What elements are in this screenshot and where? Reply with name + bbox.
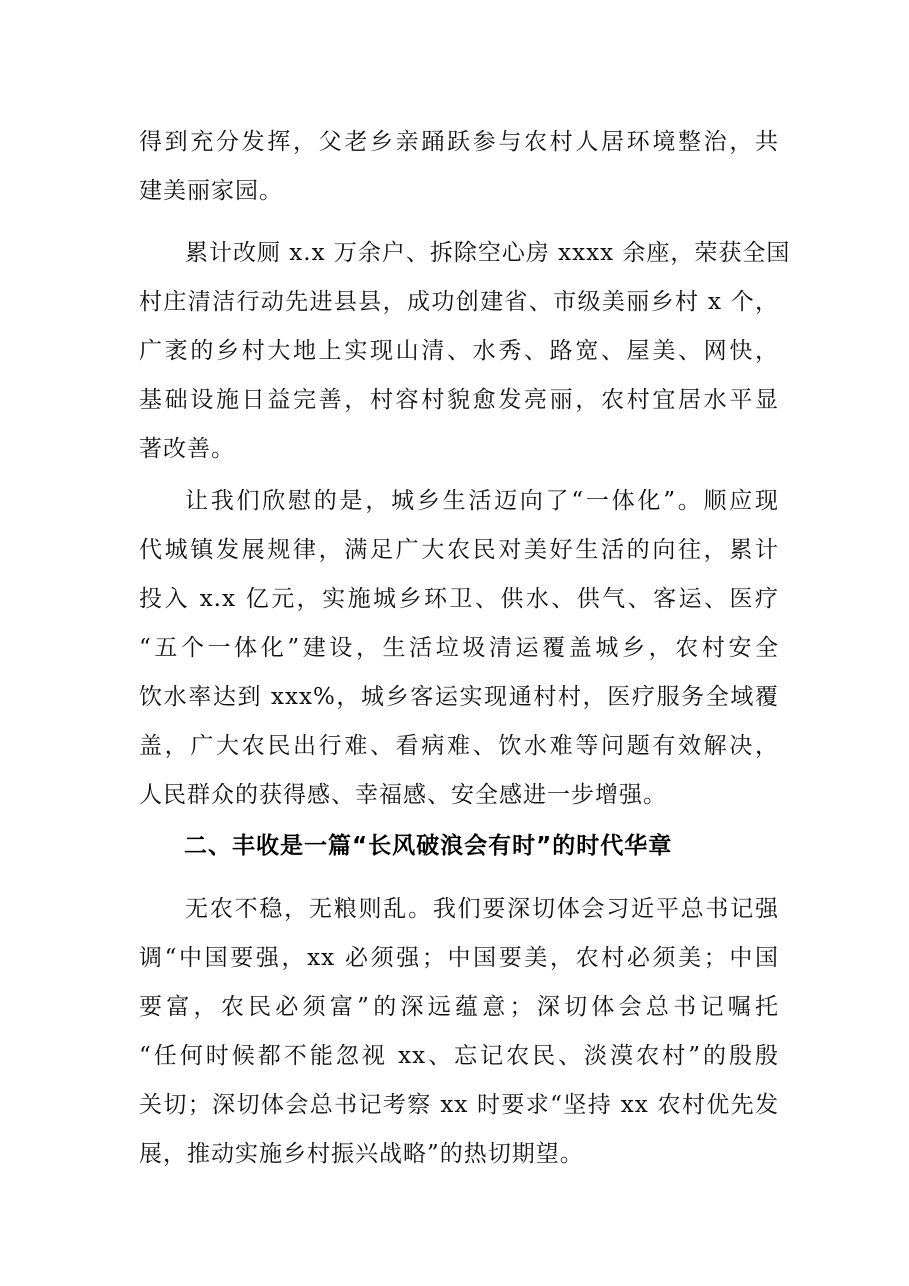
section-heading: 二、丰收是一篇“长风破浪会有时”的时代华章 <box>184 833 673 859</box>
paragraph-line: 村庄清洁行动先进县县，成功创建省、市级美丽乡村 x 个， <box>139 289 779 315</box>
paragraph-line: 广袤的乡村大地上实现山清、水秀、路宽、屋美、网快， <box>139 338 779 364</box>
paragraph-line: 建美丽家园。 <box>139 178 283 204</box>
paragraph-line: 代城镇发展规律，满足广大农民对美好生活的向往，累计 <box>139 537 779 563</box>
paragraph-line: 关切；深切体会总书记考察 xx 时要求“坚持 xx 农村优先发 <box>139 1092 779 1118</box>
paragraph-line: 基础设施日益完善，村容村貌愈发亮丽，农村宜居水平显 <box>139 387 779 413</box>
paragraph-line: 展，推动实施乡村振兴战略”的热切期望。 <box>139 1141 584 1167</box>
paragraph-3 <box>139 477 779 820</box>
paragraph-line: “任何时候都不能忽视 xx、忘记农民、淡漠农村”的殷殷 <box>139 1043 779 1069</box>
paragraph-line: 得到充分发挥，父老乡亲踊跃参与农村人居环境整治，共 <box>139 129 779 155</box>
paragraph-line: 要富，农民必须富”的深远蕴意；深切体会总书记嘱托 <box>139 994 779 1020</box>
paragraph-line: “五个一体化”建设，生活垃圾清运覆盖城乡，农村安全 <box>139 635 779 661</box>
paragraph-line: 无农不稳，无粮则乱。我们要深切体会习近平总书记强 <box>185 896 779 922</box>
paragraph-line: 投入 x.x 亿元，实施城乡环卫、供水、供气、客运、医疗 <box>139 586 779 612</box>
paragraph-4 <box>139 885 779 1179</box>
paragraph-1 <box>139 118 779 216</box>
paragraph-2 <box>139 229 791 474</box>
paragraph-line: 让我们欣慰的是，城乡生活迈向了“一体化”。顺应现 <box>185 488 779 514</box>
paragraph-line: 饮水率达到 xxx%，城乡客运实现通村村，医疗服务全域覆 <box>139 684 779 710</box>
paragraph-line: 人民群众的获得感、幸福感、安全感进一步增强。 <box>139 782 667 808</box>
paragraph-line: 盖，广大农民出行难、看病难、饮水难等问题有效解决， <box>139 733 779 759</box>
paragraph-line: 累计改厕 x.x 万余户、拆除空心房 xxxx 余座，荣获全国 <box>185 240 791 266</box>
paragraph-line: 著改善。 <box>139 436 235 462</box>
paragraph-line: 调“中国要强，xx 必须强；中国要美，农村必须美；中国 <box>139 945 779 971</box>
